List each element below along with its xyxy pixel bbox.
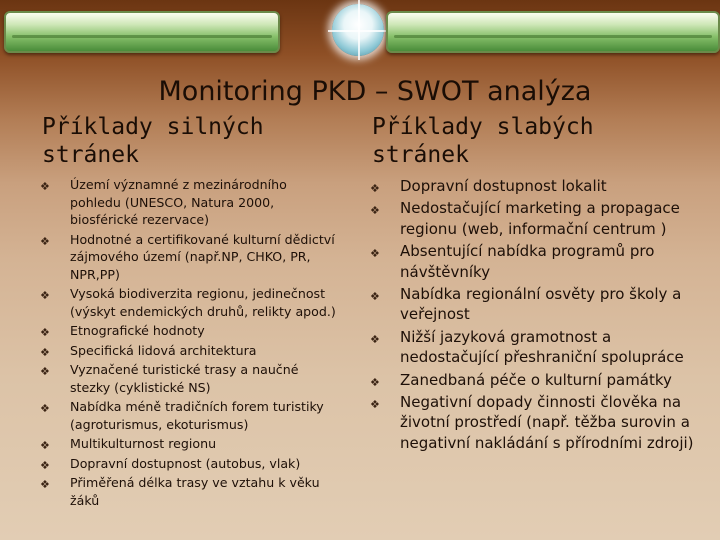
list-item xyxy=(40,435,340,453)
list-item xyxy=(40,398,340,433)
list-item xyxy=(40,322,340,340)
bullet-icon: ❖ xyxy=(370,290,380,304)
list-item xyxy=(40,455,340,473)
list-item-text: Dopravní dostupnost (autobus, vlak) xyxy=(70,455,301,471)
bullet-icon: ❖ xyxy=(370,204,380,218)
list-item-text: Nabídka méně tradičních forem turistiky (agroturismus, ekoturismus) xyxy=(70,399,324,432)
list-item xyxy=(40,361,340,396)
strengths-heading xyxy=(42,113,342,169)
bullet-icon: ❖ xyxy=(40,180,50,193)
bullet-icon: ❖ xyxy=(40,478,50,491)
weaknesses-heading xyxy=(372,113,672,169)
list-item-text: Nižší jazyková gramotnost a nedostačující přeshraniční spolupráce xyxy=(400,327,684,367)
bullet-icon: ❖ xyxy=(370,332,380,346)
list-item xyxy=(370,327,710,368)
list-item xyxy=(40,342,340,360)
list-item-text: Přiměřená délka trasy ve vztahu k věku žáků xyxy=(70,475,320,508)
list-item-text: Zanedbaná péče o kulturní památky xyxy=(400,370,672,389)
banner-bar-left xyxy=(4,11,280,53)
bullet-icon: ❖ xyxy=(40,458,50,472)
bullet-icon: ❖ xyxy=(370,398,380,412)
list-item xyxy=(40,231,340,284)
list-item xyxy=(370,392,710,453)
bullet-icon: ❖ xyxy=(370,182,380,195)
slide-title: Monitoring PKD – SWOT analýza xyxy=(158,76,592,107)
list-item-text: Specifická lidová architektura xyxy=(70,342,257,358)
list-item xyxy=(370,284,710,325)
list-item-text: Multikulturnost regionu xyxy=(70,436,217,451)
bullet-icon: ❖ xyxy=(370,375,380,389)
bullet-icon: ❖ xyxy=(40,402,50,415)
list-item-text: Území významné z mezinárodního pohledu (UNESCO, Natura 2000, biosférické rezervace) xyxy=(70,177,287,227)
bullet-icon: ❖ xyxy=(40,365,50,378)
weaknesses-heading-line1: Příklady slabých xyxy=(372,114,594,140)
list-item xyxy=(40,474,340,509)
list-item-text: Hodnotné a certifikované kulturní dědictví zájmového území (např.NP, CHKO, PR, NPR,PP) xyxy=(70,231,335,282)
strengths-heading-line2: stránek xyxy=(42,142,139,168)
bullet-icon: ❖ xyxy=(40,439,50,452)
banner-bar-right xyxy=(386,11,720,53)
list-item-text: Nabídka regionální osvěty pro školy a veřejnost xyxy=(400,285,682,324)
bullet-icon: ❖ xyxy=(40,289,50,302)
list-item-text: Vysoká biodiverzita regionu, jedinečnost (výskyt endemických druhů, relikty apod.) xyxy=(70,286,336,319)
list-item-text: Absentující nabídka programů pro návštěvníky xyxy=(400,242,655,281)
list-item-text: Nedostačující marketing a propagace regionu (web, informační centrum ) xyxy=(400,199,680,238)
strengths-heading-line1: Příklady silných xyxy=(42,114,264,140)
header-banner xyxy=(0,0,720,60)
bullet-icon: ❖ xyxy=(40,234,50,248)
weaknesses-list xyxy=(370,176,710,455)
list-item xyxy=(370,370,710,390)
bullet-icon: ❖ xyxy=(40,345,50,359)
weaknesses-heading-line2: stránek xyxy=(372,142,469,168)
list-item xyxy=(40,285,340,320)
strengths-list xyxy=(40,176,340,511)
list-item-text: Vyznačené turistické trasy a naučné stezky (cyklistické NS) xyxy=(70,362,299,395)
list-item xyxy=(40,176,340,229)
list-item-text: Etnografické hodnoty xyxy=(70,323,205,338)
list-item xyxy=(370,241,710,282)
list-item-text: Negativní dopady činnosti člověka na životní prostředí (např. těžba surovin a negativní nakládání s přírodními zdroji) xyxy=(400,393,694,452)
globe-sparkle-icon xyxy=(332,4,384,56)
bullet-icon: ❖ xyxy=(370,247,380,261)
list-item xyxy=(370,176,710,196)
bullet-icon: ❖ xyxy=(40,326,50,339)
list-item-text: Dopravní dostupnost lokalit xyxy=(400,177,607,195)
list-item xyxy=(370,198,710,239)
